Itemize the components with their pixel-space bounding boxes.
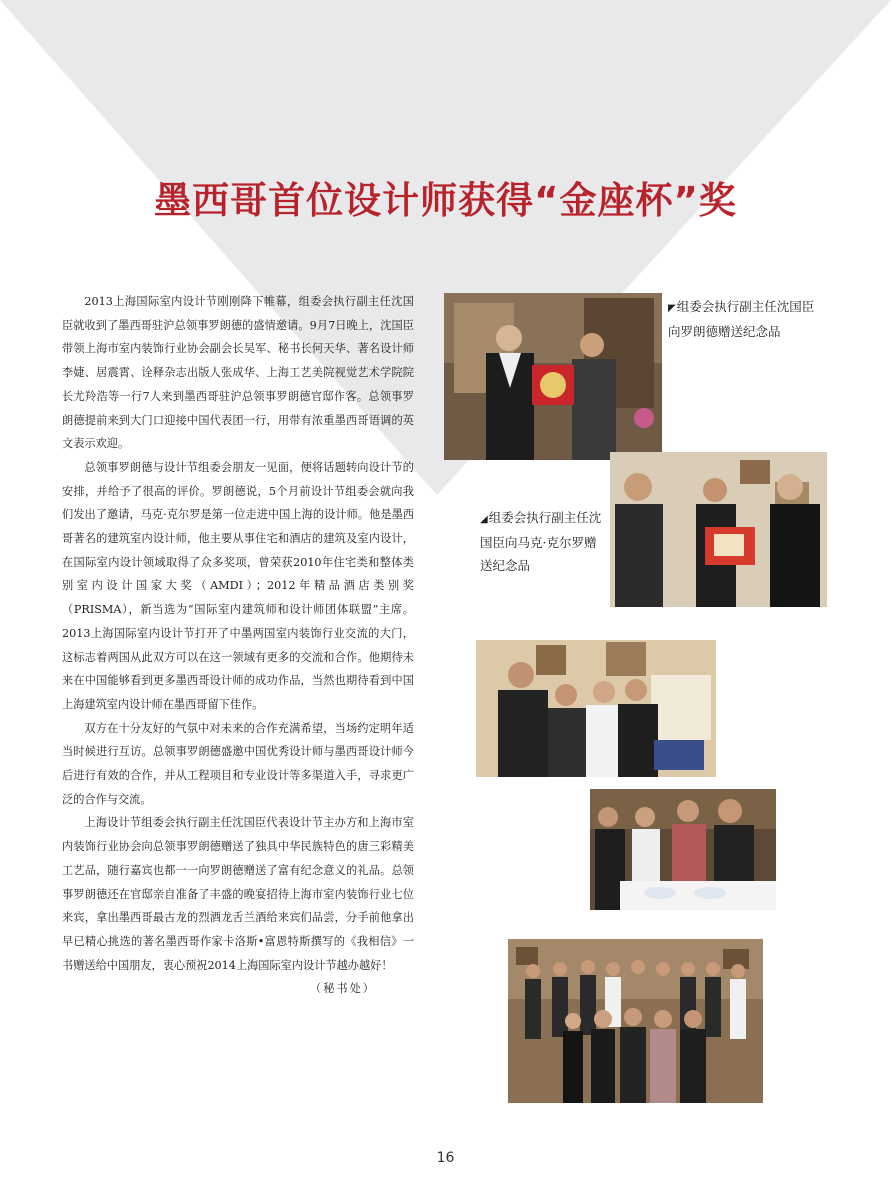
article-paragraph: 2013上海国际室内设计节刚刚降下帷幕，组委会执行副主任沈国臣就收到了墨西哥驻沪总领事罗朗德的盛情邀请。9月7日晚上，沈国臣带领上海市室内装饰行业协会副会长吴军、秘书长何天华、著名设计师李婕、居震霄、诠释杂志出版人张成华、上海工艺美院视觉艺术学院院长尤羚浩等一行7人来到墨西哥驻沪总领事罗朗德官邸作客。总领事罗朗德提前来到大门口迎接中国代表团一行，用带有浓重墨西哥语调的英文表示欢迎。 <box>62 295 414 451</box>
caption-marker: ◢ <box>480 514 488 525</box>
article-paragraph: 双方在十分友好的气氛中对未来的合作充满希望，当场约定明年适当时候进行互访。总领事罗朗德盛邀中国优秀设计师与墨西哥设计师今后进行有效的合作，并从工程项目和专业设计等多渠道入手，寻求更广泛的合作与交流。 <box>62 721 414 806</box>
article-paragraph: 总领事罗朗德与设计节组委会朋友一见面，便将话题转向设计节的安排，并给予了很高的评价。罗朗德说，5个月前设计节组委会就向我们发出了邀请，马克·克尔罗是第一位走进中国上海的设计师。他是墨西哥著名的建筑室内设计师，他主要从事住宅和酒店的建筑及室内设计，在国际室内设计领域取得了众多奖项，曾荣获2010年住宅类和整体类别室内设计国家大奖（AMDI）；2012年精品酒店类别奖（PRISMA），新当选为“国际室内建筑师和设计师团体联盟”主席。2013上海国际室内设计节打开了中墨两国室内装饰行业交流的大门，这标志着两国从此双方可以在这一领域有更多的交流和合作。他期待未来在中国能够看到更多墨西哥设计师的成功作品，当然也期待看到中国上海建筑室内设计师在墨西哥留下佳作。 <box>62 460 414 711</box>
photo-dinner-table <box>590 789 776 910</box>
photo-gift-to-designer <box>610 452 827 607</box>
page-number: 16 <box>436 1150 455 1166</box>
article-title: 墨西哥首位设计师获得“金座杯”奖 <box>154 179 737 222</box>
article-paragraph: 上海设计节组委会执行副主任沈国臣代表设计节主办方和上海市室内装饰行业协会向总领事罗朗德赠送了独具中华民族特色的唐三彩精美工艺品，随行嘉宾也都一一向罗朗德赠送了富有纪念意义的礼品。总领事罗朗德还在官邸亲自准备了丰盛的晚宴招待上海市室内装饰行业七位来宾，拿出墨西哥最古龙的烈酒龙舌兰酒给来宾们品尝，分手前他拿出早已精心挑选的著名墨西哥作家卡洛斯•富恩特斯撰写的《我相信》一书赠送给中国朋友，衷心预祝2014上海国际室内设计节越办越好！ <box>62 816 414 972</box>
photo-group-portrait <box>508 939 763 1103</box>
caption-text: 组委会执行副主任沈国臣向罗朗德赠送纪念品 <box>668 299 815 339</box>
article-signature: （秘书处） <box>310 982 376 996</box>
article-body <box>62 290 414 1001</box>
caption-text: 组委会执行副主任沈国臣向马克·克尔罗赠送纪念品 <box>480 510 602 573</box>
photo-group-viewing-map <box>476 640 716 777</box>
caption-marker: ◤ <box>668 303 676 314</box>
caption-photo-1 <box>668 295 820 343</box>
caption-photo-2 <box>480 506 608 577</box>
photo-gift-to-consul <box>444 293 662 460</box>
